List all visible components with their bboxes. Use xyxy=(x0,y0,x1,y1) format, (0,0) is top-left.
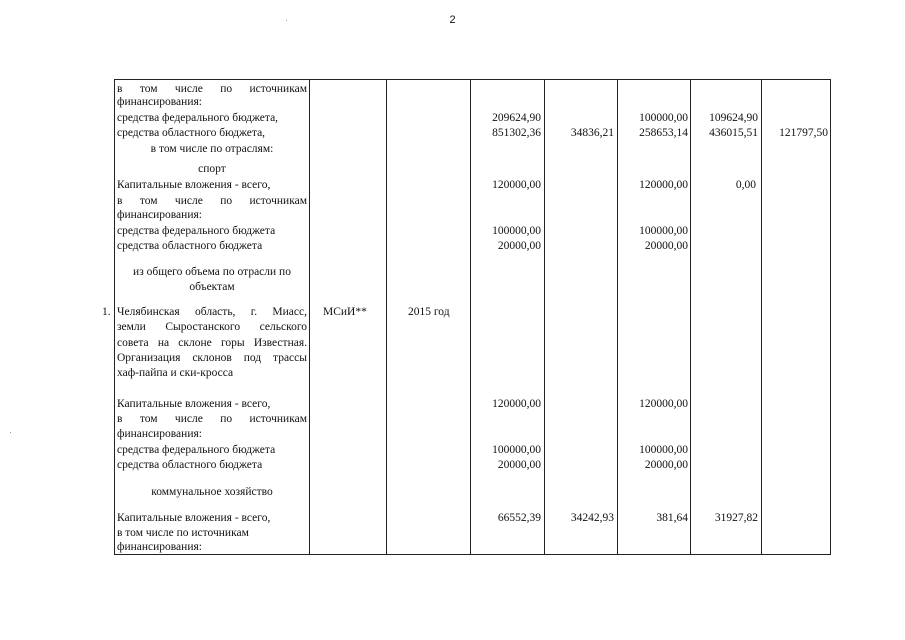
row-label: Капитальные вложения - всего, xyxy=(117,179,271,191)
value-cell: 209624,90 xyxy=(492,112,541,124)
value-cell: 851302,36 xyxy=(492,127,541,139)
object-name: Организация склонов под трассы xyxy=(117,352,307,364)
row-label: в том числе по источникам xyxy=(117,527,249,539)
value-cell: 436015,51 xyxy=(709,127,758,139)
row-label: средства федерального бюджета xyxy=(117,225,276,237)
section-heading: коммунальное хозяйство xyxy=(151,486,273,498)
row-label: финансирования: xyxy=(117,541,202,553)
value-cell: 0,00 xyxy=(735,179,756,191)
value-cell: 20000,00 xyxy=(497,240,541,252)
row-label: финансирования: xyxy=(117,209,202,221)
customer-cell: МСиИ** xyxy=(323,306,367,318)
object-name: Челябинская область, г. Миасс, xyxy=(117,306,307,318)
object-number: 1. xyxy=(102,306,111,318)
row-label: средства областного бюджета, xyxy=(117,127,266,139)
row-label: средства федерального бюджета, xyxy=(117,112,279,124)
value-cell: 109624,90 xyxy=(709,112,758,124)
scan-speck xyxy=(10,432,11,433)
column-divider xyxy=(690,79,691,555)
value-cell: 121797,50 xyxy=(779,127,828,139)
row-label: Капитальные вложения - всего, xyxy=(117,512,271,524)
value-cell: 31927,82 xyxy=(714,512,758,524)
value-cell: 66552,39 xyxy=(497,512,541,524)
row-label: средства областного бюджета xyxy=(117,459,263,471)
column-divider xyxy=(470,79,471,555)
row-label: средства областного бюджета xyxy=(117,240,263,252)
object-name: хаф-пайпа и ски-кросса xyxy=(117,367,234,379)
column-divider xyxy=(761,79,762,555)
row-label: финансирования: xyxy=(117,96,202,108)
row-label: в том числе по источникам xyxy=(117,83,307,95)
value-cell: 100000,00 xyxy=(639,444,688,456)
value-cell: 34836,21 xyxy=(570,127,614,139)
value-cell: 34242,93 xyxy=(570,512,614,524)
row-label: Капитальные вложения - всего, xyxy=(117,398,271,410)
column-divider xyxy=(617,79,618,555)
value-cell: 120000,00 xyxy=(492,179,541,191)
object-name: совета на склоне горы Известная. xyxy=(117,337,307,349)
value-cell: 20000,00 xyxy=(644,459,688,471)
value-cell: 100000,00 xyxy=(639,225,688,237)
row-label: средства федерального бюджета xyxy=(117,444,276,456)
row-label: в том числе по отраслям: xyxy=(150,143,274,155)
value-cell: 120000,00 xyxy=(492,398,541,410)
object-name: земли Сыростанского сельского xyxy=(117,321,307,333)
value-cell: 258653,14 xyxy=(639,127,688,139)
section-heading: спорт xyxy=(198,163,226,175)
value-cell: 100000,00 xyxy=(492,225,541,237)
value-cell: 381,64 xyxy=(656,512,688,524)
column-divider xyxy=(386,79,387,555)
row-label: объектам xyxy=(189,281,235,293)
year-cell: 2015 год xyxy=(408,306,450,318)
value-cell: 100000,00 xyxy=(492,444,541,456)
value-cell: 100000,00 xyxy=(639,112,688,124)
value-cell: 20000,00 xyxy=(497,459,541,471)
scan-speck xyxy=(286,20,287,21)
value-cell: 20000,00 xyxy=(644,240,688,252)
page-number: 2 xyxy=(449,14,456,26)
row-label: в том числе по источникам xyxy=(117,413,307,425)
row-label: в том числе по источникам xyxy=(117,195,307,207)
column-divider xyxy=(309,79,310,555)
value-cell: 120000,00 xyxy=(639,179,688,191)
row-label: из общего объема по отрасли по xyxy=(133,266,291,278)
row-label: финансирования: xyxy=(117,428,202,440)
column-divider xyxy=(544,79,545,555)
value-cell: 120000,00 xyxy=(639,398,688,410)
